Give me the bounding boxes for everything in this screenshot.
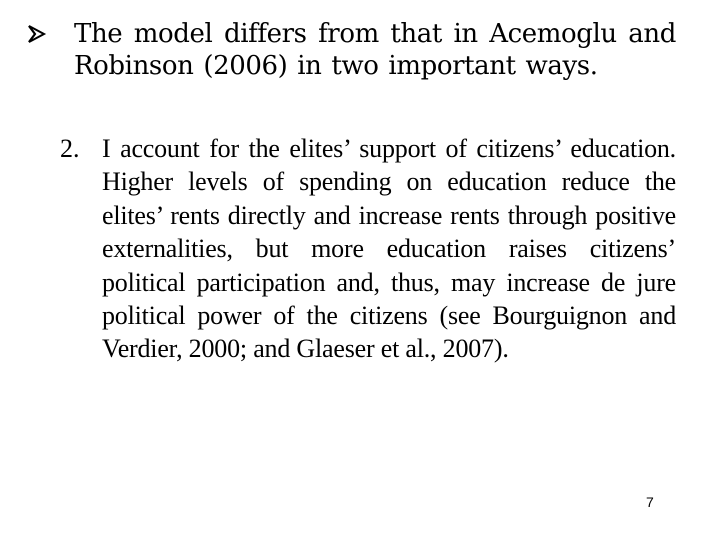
arrow-bullet-icon xyxy=(26,22,48,46)
item-text: I account for the elites’ support of citizens’ education. Higher levels of spending on education reduce the elites’ rents directly and increase rents through positive externalities, but more education raises citizens’ political participation and, thus, may increase de jure political power of the citizens (see Bourguignon and Verdier, 2000; and Glaeser et al., 2007). xyxy=(102,134,676,364)
page-number: 7 xyxy=(646,494,654,510)
bullet-text: The model differs from that in Acemoglu and Robinson (2006) in two important ways. xyxy=(74,19,676,81)
item-number: 2. xyxy=(60,134,80,163)
